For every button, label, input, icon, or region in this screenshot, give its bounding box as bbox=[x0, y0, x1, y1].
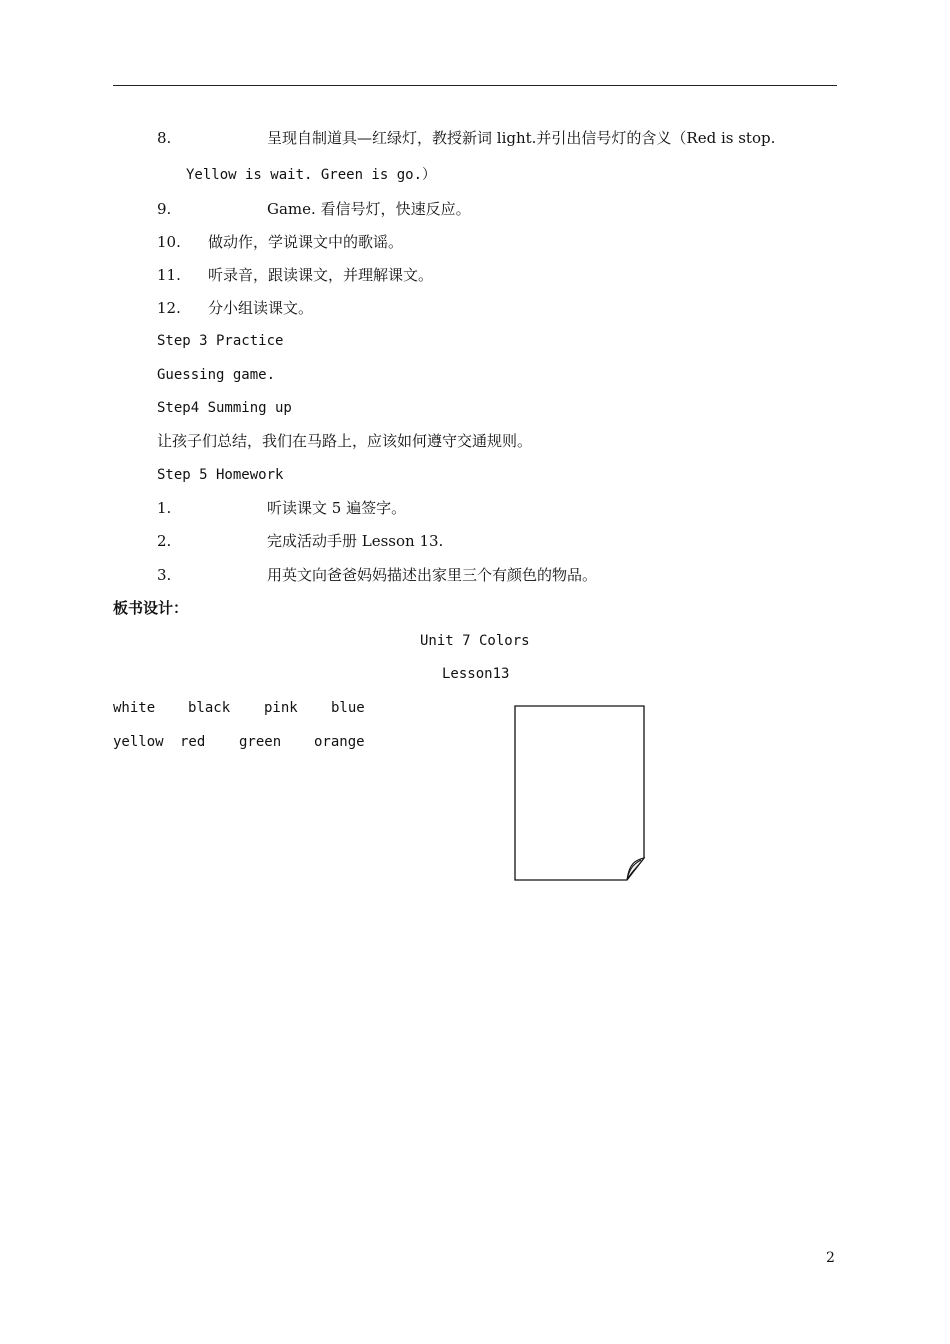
list-number: 10. bbox=[157, 233, 181, 251]
list-item-text: Game. 看信号灯，快速反应。 bbox=[267, 200, 471, 218]
step3-body: Guessing game. bbox=[157, 367, 276, 383]
step3-heading: Step 3 Practice bbox=[157, 333, 284, 349]
homework-item-text: 完成活动手册 Lesson 13. bbox=[267, 532, 444, 550]
homework-item-text: 听读课文 5 遍签字。 bbox=[267, 499, 407, 517]
color-word: orange bbox=[314, 734, 365, 750]
list-number: 3. bbox=[157, 566, 172, 584]
list-number: 11. bbox=[157, 266, 181, 284]
board-heading: 板书设计： bbox=[113, 599, 189, 617]
list-item-text: 做动作，学说课文中的歌谣。 bbox=[208, 233, 404, 251]
board-unit-title: Unit 7 Colors bbox=[420, 633, 530, 649]
header-rule bbox=[113, 85, 837, 86]
list-number: 12. bbox=[157, 299, 181, 317]
color-word: yellow bbox=[113, 734, 164, 750]
list-item-text: 听录音，跟读课文，并理解课文。 bbox=[208, 266, 434, 284]
homework-item-text: 用英文向爸爸妈妈描述出家里三个有颜色的物品。 bbox=[267, 566, 598, 584]
page-number: 2 bbox=[826, 1250, 835, 1266]
step4-heading: Step4 Summing up bbox=[157, 400, 292, 416]
color-word: green bbox=[239, 734, 282, 750]
step5-heading: Step 5 Homework bbox=[157, 467, 284, 483]
step4-body: 让孩子们总结，我们在马路上，应该如何遵守交通规则。 bbox=[157, 432, 533, 450]
color-word: blue bbox=[331, 700, 365, 716]
color-word: pink bbox=[264, 700, 298, 716]
list-number: 8. bbox=[157, 129, 172, 147]
folded-paper-graphic bbox=[513, 704, 647, 884]
color-word: white bbox=[113, 700, 156, 716]
color-word: red bbox=[180, 734, 206, 750]
list-number: 2. bbox=[157, 532, 172, 550]
list-item-continuation: Yellow is wait. Green is go.） bbox=[186, 167, 437, 183]
list-item-text: 分小组读课文。 bbox=[208, 299, 314, 317]
color-word: black bbox=[188, 700, 231, 716]
list-number: 9. bbox=[157, 200, 172, 218]
list-item-text: 呈现自制道具—红绿灯，教授新词 light.并引出信号灯的含义（Red is stop. bbox=[267, 129, 776, 147]
board-lesson: Lesson13 bbox=[442, 666, 510, 682]
list-number: 1. bbox=[157, 499, 172, 517]
